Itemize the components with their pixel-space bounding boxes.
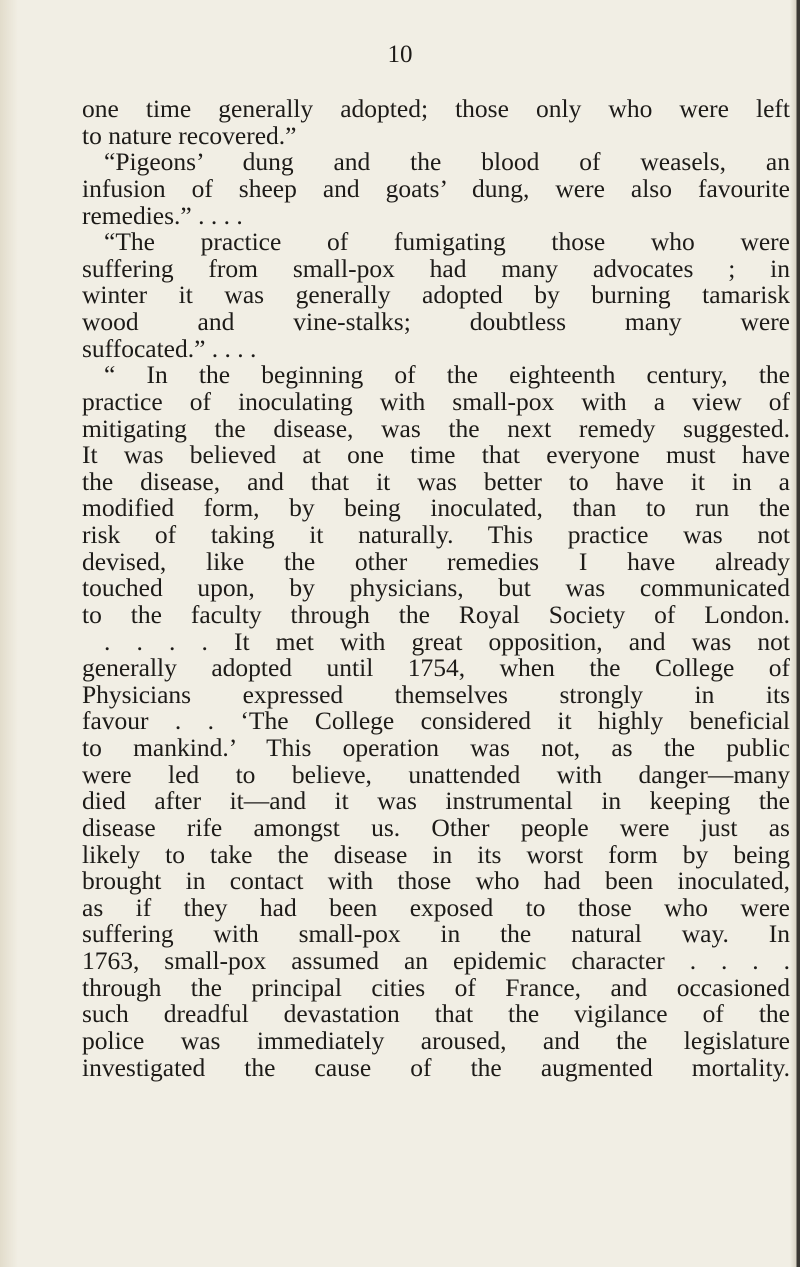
text-line: as if they had been exposed to those who were — [82, 892, 790, 922]
text-line: favour . . ‘The College considered it highly beneficial — [82, 706, 790, 736]
text-line: 1763, small-pox assumed an epidemic character . . . . — [82, 946, 790, 975]
text-line: “ In the beginning of the eighteenth century, the — [104, 360, 790, 390]
text-line: died after it—and it was instrumental in keeping the — [82, 786, 790, 816]
page-edge — [790, 0, 800, 1267]
text-line: wood and vine-stalks; doubtless many were — [82, 307, 790, 336]
text-line: . . . . It met with great opposition, and was not — [104, 626, 790, 656]
text-line: risk of taking it naturally. This practice was not — [82, 520, 790, 549]
text-line: devised, like the other remedies I have already — [82, 546, 790, 576]
text-line: brought in contact with those who had been inoculated, — [82, 866, 790, 896]
text-line: winter it was generally adopted by burning tamarisk — [82, 280, 790, 310]
text-line: suffering from small-pox had many advocates ; in — [82, 253, 790, 283]
text-line: to the faculty through the Royal Society of London. — [82, 599, 790, 629]
text-line: one time generally adopted; those only who were left — [82, 94, 790, 123]
text-line: Physicians expressed themselves strongly in its — [82, 679, 790, 709]
text-line: investigated the cause of the augmented mortality. — [82, 1052, 790, 1082]
text-line: through the principal cities of France, and occasioned — [82, 972, 790, 1002]
text-line: modified form, by being inoculated, than to run the — [82, 493, 790, 523]
text-line: suffocated.” . . . . — [82, 333, 257, 363]
text-line: likely to take the disease in its worst form by being — [82, 839, 790, 869]
text-line: police was immediately aroused, and the legislature — [82, 1025, 790, 1055]
text-line: remedies.” . . . . — [82, 200, 243, 230]
text-line: generally adopted until 1754, when the College of — [82, 653, 790, 683]
text-line: were led to believe, unattended with danger—many — [82, 759, 790, 789]
binding-shadow — [0, 0, 18, 1267]
text-line: It was believed at one time that everyone must have — [82, 440, 790, 470]
text-line: mitigating the disease, was the next remedy suggested. — [82, 413, 790, 443]
text-line: “Pigeons’ dung and the blood of weasels, an — [104, 147, 790, 177]
text-line: suffering with small-pox in the natural way. In — [82, 919, 790, 949]
body-text — [82, 96, 790, 1081]
page-number: 10 — [387, 41, 413, 68]
text-line: such dreadful devastation that the vigilance of the — [82, 999, 790, 1029]
text-line: to mankind.’ This operation was not, as the public — [82, 733, 790, 762]
text-line: practice of inoculating with small-pox with a view of — [82, 386, 790, 416]
text-line: to nature recovered.” — [82, 120, 297, 150]
text-line: infusion of sheep and goats’ dung, were also favourite — [82, 173, 790, 203]
text-line: the disease, and that it was better to have it in a — [82, 466, 790, 496]
text-line: touched upon, by physicians, but was communicated — [82, 573, 790, 603]
text-line: disease rife amongst us. Other people were just as — [82, 812, 790, 842]
text-line: “The practice of fumigating those who were — [104, 227, 790, 257]
